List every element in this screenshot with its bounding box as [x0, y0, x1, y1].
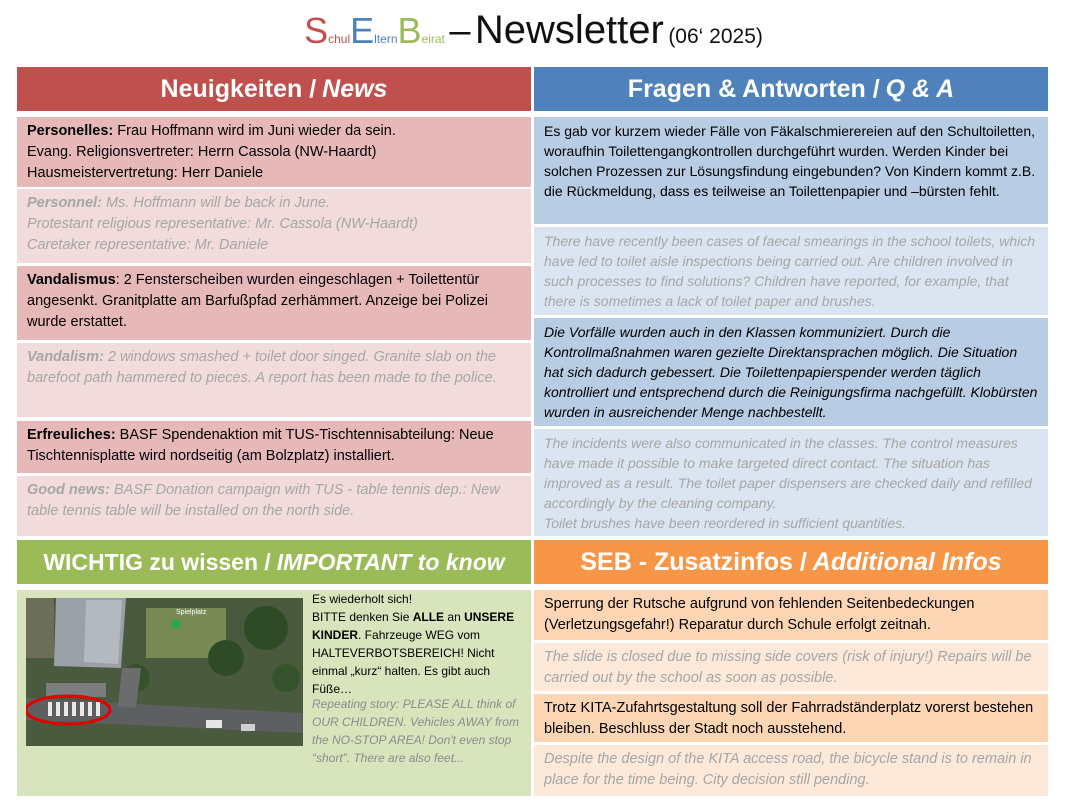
news-personnel-de-line3: Hausmeistervertretung: Herr Daniele: [27, 165, 264, 181]
news-vandalism-de-label: Vandalismus: [27, 272, 116, 288]
important-header-de: WICHTIG zu wissen /: [43, 548, 271, 575]
qa-header: [534, 67, 1048, 111]
title-e-rest: ltern: [374, 32, 398, 46]
news-goodnews-de-label: Erfreuliches:: [27, 427, 116, 443]
seb-bicycle-en: Despite the design of the KITA access road, the bicycle stand is to remain in place for the time being. City decision still pending.: [534, 745, 1048, 796]
qa-answer-en: [534, 429, 1048, 536]
news-vandalism-de: [17, 266, 531, 340]
news-personnel-en: [17, 189, 531, 263]
title-e-cap: E: [350, 10, 375, 51]
newsletter-title: [0, 8, 1067, 60]
important-text-de-an: an: [444, 610, 465, 624]
news-personnel-de: [17, 117, 531, 187]
title-s-rest: chul: [328, 32, 351, 46]
news-vandalism-de-text: : 2 Fensterscheiben wurden eingeschlagen + Toilettentür angesenkt. Granitplatte am Barfußpfad zerhämmert. Anzeige bei Polizei wurde erstattet.: [27, 272, 489, 330]
news-vandalism-en-text: 2 windows smashed + toilet door singed. Granite slab on the barefoot path hammered to pieces. A report has been made to the police.: [27, 349, 497, 386]
news-goodnews-de-text: BASF Spendenaktion mit TUS-Tischtennisabteilung: Neue Tischtennisplatte wird nordseitig (am Bolzplatz) installiert.: [27, 427, 494, 464]
news-header: [17, 67, 531, 111]
seb-header: [534, 540, 1048, 584]
important-header: [17, 540, 531, 584]
news-personnel-en-line2: Protestant religious representative: Mr. Cassola (NW-Haardt): [27, 216, 418, 232]
important-text-de-line2: BITTE denken Sie: [312, 610, 413, 624]
news-goodnews-en: [17, 476, 531, 536]
title-b-cap: B: [397, 10, 422, 51]
news-personnel-en-text: Ms. Hoffmann will be back in June.: [101, 195, 331, 211]
important-text-de-line1: Es wiederholt sich!: [312, 592, 413, 606]
qa-answer-en-1: The incidents were also communicated in the classes. The control measures have made it possible to make targeted direct contact. The situation has improved as a result. The toilet paper dispensers are checked daily and refilled accordingly by the cleaning company.: [544, 435, 1032, 511]
important-text-de: [312, 590, 528, 698]
news-goodnews-en-label: Good news:: [27, 482, 110, 498]
news-vandalism-en-label: Vandalism:: [27, 349, 104, 365]
map-label: Spielplatz: [176, 609, 207, 616]
important-header-en: IMPORTANT to know: [276, 548, 505, 575]
seb-slide-en: The slide is closed due to missing side covers (risk of injury!) Repairs will be carried out by the school as soon as possible.: [534, 643, 1048, 691]
qa-question-de: Es gab vor kurzem wieder Fälle von Fäkalschmierereien auf den Schultoiletten, woraufhin Toilettengangkontrollen durchgeführt wurden. Werden Kinder bei solchen Prozessen zur Lösungsfindung eingebunden? Von Kindern kommt z.B. die Rückmeldung, dass es teilweise an Toilettenpapier und –bürsten fehlt.: [534, 117, 1048, 224]
news-goodnews-en-text: BASF Donation campaign with TUS - table tennis dep.: New table tennis table will be installed on the north side.: [27, 482, 500, 519]
title-b-rest: eirat: [421, 32, 445, 46]
news-personnel-de-label: Personelles:: [27, 123, 114, 139]
qa-answer-de: Die Vorfälle wurden auch in den Klassen kommuniziert. Durch die Kontrollmaßnahmen waren gezielte Direktansprachen möglich. Die Situation hat sich dadurch gebessert. Die Toilettenpapierspender werden täglich kontrolliert und entsprechend durch die Reinigungsfirma nachgefüllt. Klobürsten wurden in ausreichender Menge nachbestellt.: [534, 318, 1048, 426]
seb-header-en: Additional Infos: [812, 547, 1002, 576]
important-text-en: Repeating story: PLEASE ALL think of OUR CHILDREN. Vehicles AWAY from the NO-STOP AREA! Don't even stop “short”. There are also feet...: [312, 697, 519, 765]
news-header-de: Neuigkeiten /: [160, 74, 317, 103]
aerial-map-image: [26, 598, 303, 746]
title-dash: –: [449, 10, 471, 52]
news-vandalism-en: [17, 343, 531, 417]
qa-header-de: Fragen & Antworten /: [627, 74, 880, 103]
seb-slide-de: Sperrung der Rutsche aufgrund von fehlenden Seitenbedeckungen (Verletzungsgefahr!) Reparatur durch Schule erfolgt zeitnah.: [534, 590, 1048, 640]
seb-header-de: SEB - Zusatzinfos /: [580, 547, 807, 576]
important-box: [17, 590, 531, 796]
important-text-de-alle: ALLE: [412, 610, 445, 624]
qa-header-en: Q & A: [885, 74, 955, 103]
seb-bicycle-de: Trotz KITA-Zufahrtsgestaltung soll der Fahrradständerplatz vorerst bestehen bleiben. Beschluss der Stadt noch ausstehend.: [534, 694, 1048, 742]
news-personnel-en-label: Personnel:: [27, 195, 102, 211]
qa-answer-en-2: Toilet brushes have been reordered in sufficient quantities.: [544, 515, 907, 531]
title-date: (06‘ 2025): [668, 25, 763, 48]
aerial-map-illustration: [26, 598, 303, 746]
news-personnel-en-line3: Caretaker representative: Mr. Daniele: [27, 237, 269, 253]
title-newsletter: Newsletter: [474, 8, 664, 52]
news-personnel-de-text: Frau Hoffmann wird im Juni wieder da sein.: [113, 123, 396, 139]
news-goodnews-de: [17, 421, 531, 473]
important-text-de-rest: . Fahrzeuge WEG vom HALTEVERBOTSBEREICH! Nicht einmal „kurz“ halten. Es gibt auch Füße…: [312, 628, 495, 696]
important-text-de-unsere-kinder: UNSERE KINDER: [312, 610, 515, 642]
title-s-cap: S: [304, 10, 329, 51]
news-personnel-de-line2: Evang. Religionsvertreter: Herrn Cassola (NW-Haardt): [27, 144, 377, 160]
qa-question-en: There have recently been cases of faecal smearings in the school toilets, which have led to toilet aisle inspections being carried out. Are children involved in such processes to find solutions? Children have reported, for example, that there is sometimes a lack of toilet paper and brushes.: [534, 227, 1048, 315]
news-header-en: News: [322, 74, 388, 103]
